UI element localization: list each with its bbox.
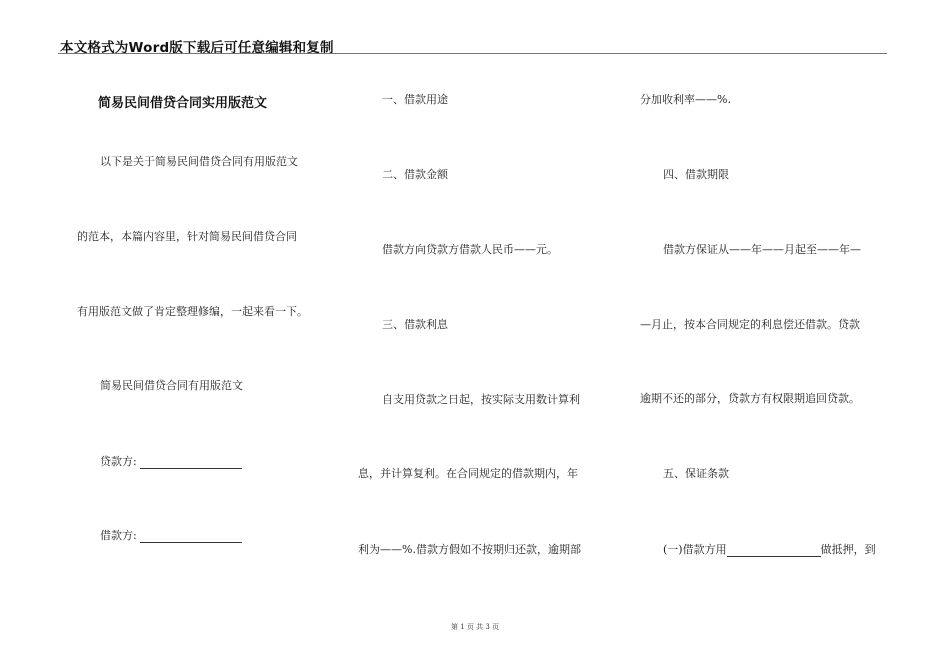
- header-title: 本文格式为Word版下载后可任意编辑和复制: [60, 40, 334, 56]
- borrower-label: 借款方:: [100, 529, 137, 542]
- section-heading: 三、借款利息: [382, 318, 448, 331]
- paragraph-line: 以下是关于简易民间借贷合同有用版范文: [100, 155, 298, 168]
- document-title: 简易民间借贷合同实用版范文: [98, 96, 268, 111]
- guarantee-clause-line: [663, 543, 876, 557]
- section-heading: 五、保证条款: [663, 467, 729, 480]
- section-heading: 一、借款用途: [382, 93, 448, 106]
- paragraph-line: —月止，按本合同规定的利息偿还借款。贷款: [640, 318, 860, 331]
- lender-blank-line: [140, 457, 242, 469]
- paragraph-line: 简易民间借贷合同有用版范文: [100, 379, 243, 392]
- page-number: 第 1 页 共 3 页: [450, 623, 500, 631]
- section-heading: 二、借款金额: [382, 168, 448, 181]
- paragraph-line: 借款方保证从——年——月起至——年—: [663, 243, 861, 256]
- section-heading: 四、借款期限: [663, 168, 729, 181]
- paragraph-line: 息，并计算复利。在合同规定的借款期内，年: [358, 467, 578, 480]
- paragraph-line: 借款方向贷款方借款人民币——元。: [382, 243, 558, 256]
- borrower-field: [100, 529, 242, 543]
- clause-prefix: (一)借款方用: [663, 543, 727, 556]
- clause-suffix: 做抵押，到: [820, 543, 876, 556]
- lender-label: 贷款方:: [100, 455, 137, 468]
- collateral-blank-line: [727, 545, 821, 557]
- paragraph-line: 利为——%.借款方假如不按期归还款，逾期部: [358, 543, 581, 556]
- borrower-blank-line: [140, 531, 242, 543]
- lender-field: [100, 455, 242, 469]
- paragraph-line: 逾期不还的部分，贷款方有权限期追回贷款。: [640, 392, 860, 405]
- header-divider: [58, 53, 887, 54]
- paragraph-line: 自支用贷款之日起，按实际支用数计算利: [382, 393, 580, 406]
- paragraph-line: 分加收利率——%.: [640, 93, 731, 106]
- paragraph-line: 有用版范文做了肯定整理修编，一起来看一下。: [77, 305, 308, 318]
- paragraph-line: 的范本，本篇内容里，针对简易民间借贷合同: [77, 230, 297, 243]
